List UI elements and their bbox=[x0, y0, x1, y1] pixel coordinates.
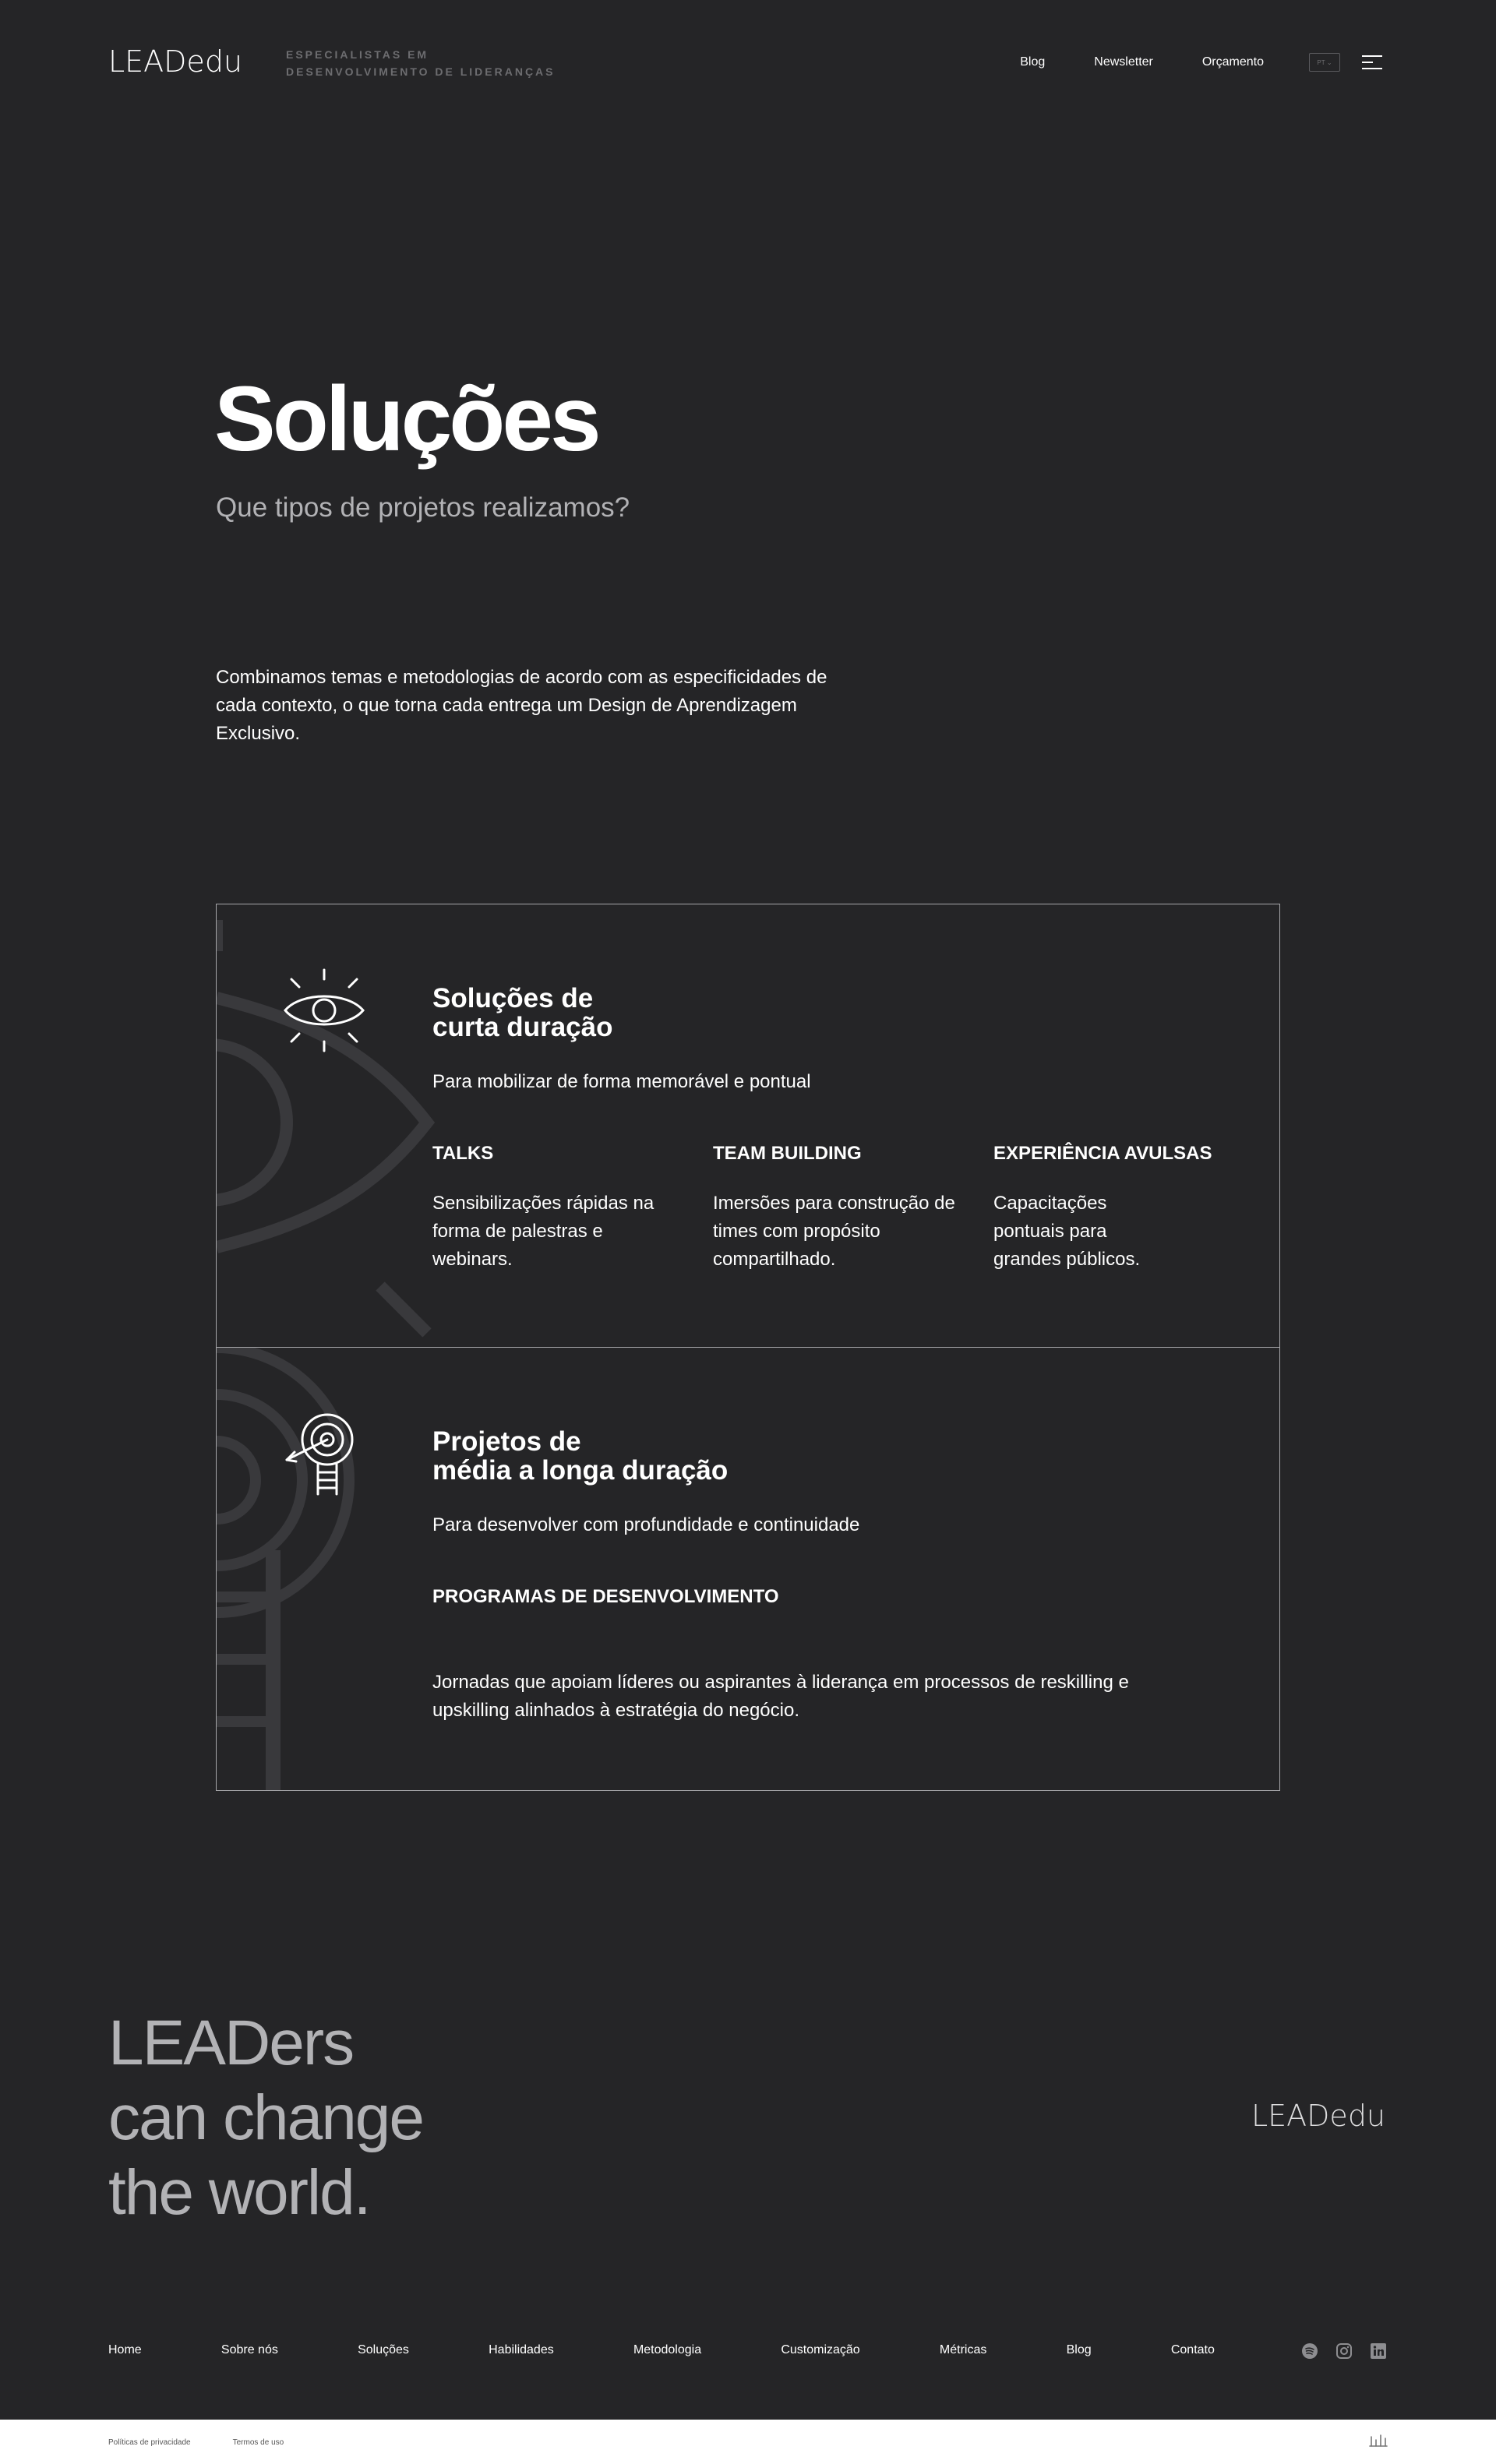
legal-bar bbox=[0, 2420, 1496, 2464]
eye-icon bbox=[282, 968, 366, 1052]
solution-text-programas: Jornadas que apoiam líderes ou aspirantes à liderança em processos de reskilling e upskilling alinhados à estratégia do negócio. bbox=[432, 1672, 1129, 1721]
footer-nav-metricas[interactable]: Métricas bbox=[939, 2343, 987, 2356]
solution-heading-programas: PROGRAMAS DE DESENVOLVIMENTO bbox=[432, 1586, 779, 1607]
footer-nav-customizacao[interactable]: Customização bbox=[781, 2343, 860, 2356]
footer-nav-blog[interactable]: Blog bbox=[1066, 2343, 1092, 2356]
footer-nav-contato[interactable]: Contato bbox=[1170, 2343, 1215, 2356]
footer-logo-link[interactable] bbox=[1251, 2099, 1385, 2133]
language-select[interactable]: PT ⌄ bbox=[1309, 53, 1340, 72]
page-title: Soluções bbox=[214, 368, 598, 471]
legal-links bbox=[108, 2438, 284, 2447]
solution-column-talks: TALKS Sensibilizações rápidas na forma de palestras e webinars. bbox=[432, 1143, 654, 1270]
linkedin-icon[interactable] bbox=[1369, 2342, 1388, 2360]
target-ladder-icon bbox=[282, 1412, 366, 1496]
nav-newsletter[interactable]: Newsletter bbox=[1094, 55, 1153, 69]
solution-column-experiencias: EXPERIÊNCIA AVULSAS Capacitações pontuais para grandes públicos. bbox=[993, 1143, 1212, 1270]
nav-orcamento[interactable]: Orçamento bbox=[1201, 55, 1264, 69]
solution-title: Projetos de média a longa duração bbox=[432, 1426, 729, 1486]
footer-nav-habilidades[interactable]: Habilidades bbox=[489, 2343, 554, 2356]
site-header bbox=[0, 0, 1496, 125]
solution-card-short bbox=[216, 904, 1280, 1348]
footer-nav-solucoes[interactable]: Soluções bbox=[358, 2343, 409, 2356]
solution-subtitle: Para mobilizar de forma memorável e pontual bbox=[432, 1071, 811, 1092]
terms-link[interactable]: Termos de uso bbox=[232, 2438, 284, 2447]
footer-claim: LEADers can change the world. bbox=[108, 2008, 424, 2228]
agency-credit-icon[interactable] bbox=[1369, 2434, 1388, 2449]
page-subtitle: Que tipos de projetos realizamos? bbox=[216, 492, 630, 523]
solution-subtitle: Para desenvolver com profundidade e continuidade bbox=[432, 1514, 860, 1535]
solution-column-team-building: TEAM BUILDING Imersões para construção de times com propósito compartilhado. bbox=[713, 1143, 955, 1270]
footer-nav-home[interactable]: Home bbox=[108, 2343, 142, 2356]
menu-icon[interactable] bbox=[1362, 54, 1382, 71]
main-nav bbox=[971, 53, 1382, 72]
footer-nav-metodologia[interactable]: Metodologia bbox=[633, 2343, 702, 2356]
solution-card-long bbox=[216, 1347, 1280, 1791]
chevron-down-icon: ⌄ bbox=[1326, 58, 1332, 66]
intro-text: Combinamos temas e metodologias de acordo com as especificidades de cada contexto, o que torna cada entrega um Design de Aprendizagem Exclusivo. bbox=[216, 667, 827, 744]
tagline: ESPECIALISTAS EM DESENVOLVIMENTO DE LIDERANÇAS bbox=[286, 48, 556, 78]
social-links bbox=[1300, 2342, 1388, 2360]
instagram-icon[interactable] bbox=[1335, 2342, 1353, 2360]
footer-nav-sobre[interactable]: Sobre nós bbox=[221, 2343, 278, 2356]
logo: LEADedu bbox=[108, 44, 243, 79]
solution-title: Soluções de curta duração bbox=[432, 983, 613, 1042]
footer-nav bbox=[108, 2343, 1215, 2357]
logo-link[interactable] bbox=[108, 45, 242, 78]
footer-logo: LEADedu bbox=[1251, 2099, 1386, 2133]
nav-blog[interactable]: Blog bbox=[1020, 55, 1046, 69]
spotify-icon[interactable] bbox=[1300, 2342, 1319, 2360]
privacy-link[interactable]: Políticas de privacidade bbox=[108, 2438, 191, 2447]
